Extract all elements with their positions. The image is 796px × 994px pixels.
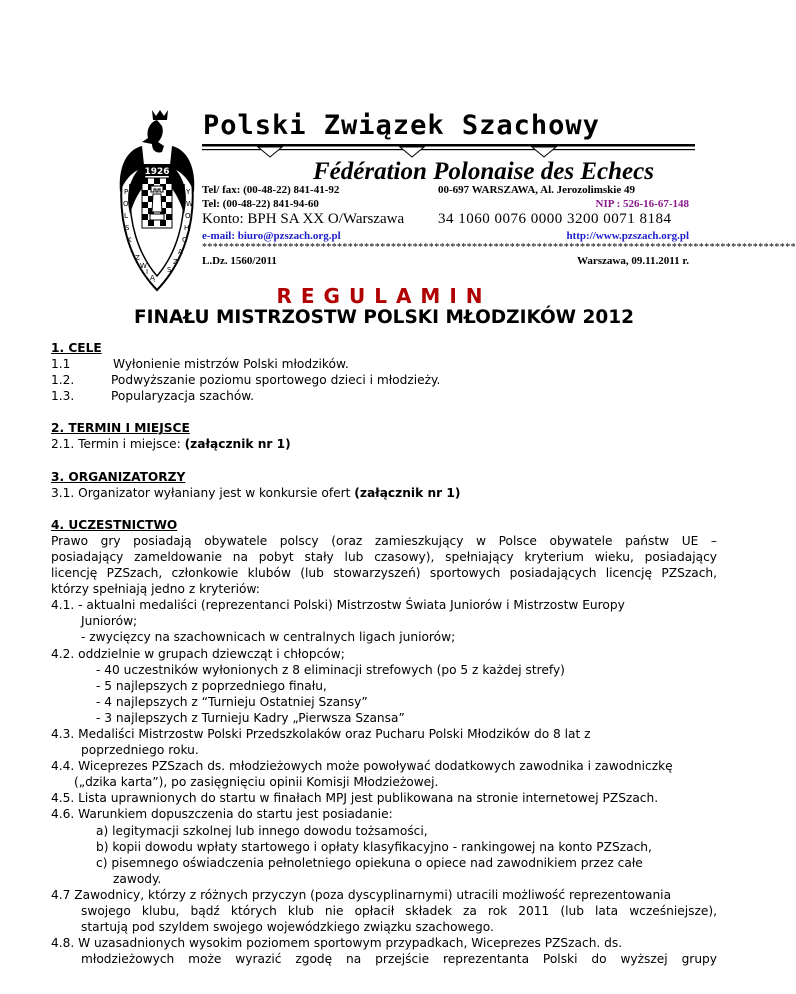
paragraph: 2.1. Termin i miejsce: (załącznik nr 1)	[51, 437, 291, 452]
clause-4-4: 4.4. Wiceprezes PZSzach ds. młodzieżowych może powoływać dodatkowych zawodnika i zawodniczkę	[51, 759, 673, 774]
clause-4-7: 4.7 Zawodnicy, którzy z różnych przyczyn (poza dyscyplinarnymi) utracili możliwość reprezentowania	[51, 887, 672, 902]
regulamin-title: REGULAMIN	[276, 284, 492, 308]
pzszach-logo	[112, 102, 202, 312]
list-item: 1.1 Wyłonienie mistrzów Polski młodzików.	[51, 357, 349, 372]
section-heading: 3. ORGANIZATORZY	[51, 469, 186, 484]
tel-text: Tel: (00-48-22) 841-94-60	[202, 198, 319, 210]
bank-account: 34 1060 0076 0000 3200 0071 8184	[438, 211, 672, 227]
address-text: 00-697 WARSZAWA, Al. Jerozolimskie 49	[438, 184, 635, 196]
clause-4-7-cont: swojego klubu, bądź których klub nie opłacił składek za rok 2011 (lub lata wcześniejsze),	[81, 904, 717, 918]
header-star-divider: **************************************************************************************************************	[202, 242, 796, 253]
ref-number: L.Dz. 1560/2011	[202, 255, 277, 267]
clause-4-3: 4.3. Medaliści Mistrzostw Polski Przedszkolaków oraz Pucharu Polski Młodzików do 8 lat z	[51, 726, 591, 741]
document-date: Warszawa, 09.11.2011 r.	[576, 255, 689, 267]
paragraph-line: którzy spełniają jedno z kryteriów:	[51, 582, 260, 597]
clause-4-5: 4.5. Lista uprawnionych do startu w finałach MPJ jest publikowana na stronie internetowej PZSzach.	[51, 791, 659, 806]
document-title: FINAŁU MISTRZOSTW POLSKI MŁODZIKÓW 2012	[133, 307, 635, 328]
clause-4-8-cont: młodzieżowych może wyrazić zgodę na przejście reprezentanta Polski do wyższej grupy	[81, 952, 717, 967]
svg-text:POLSKI ZWIĄ YWOHCA: P O L S K I ZWIĄ Y W O H C A Z S	[123, 188, 193, 282]
clause-4-7-cont: startują pod szyldem swojego wojewódzkiego związku szachowego.	[81, 920, 494, 935]
clause-4-2: 4.2. oddzielnie w grupach dziewcząt i chłopców;	[51, 646, 345, 661]
section-heading: 4. UCZESTNICTWO	[51, 517, 178, 532]
clause-4-1-cont: Juniorów;	[81, 614, 138, 629]
list-item-cont: zawody.	[113, 871, 162, 886]
list-item: c) pisemnego oświadczenia pełnoletniego opiekuna o opiece nad zawodnikiem przez całe	[96, 855, 643, 870]
list-item: b) kopii dowodu wpłaty startowego i opłaty klasyfikacyjno - rankingowej na konto PZSzach,	[96, 839, 652, 854]
org-subtitle: Fédération Polonaise des Echecs	[313, 158, 654, 185]
clause-4-6: 4.6. Warunkiem dopuszczenia do startu jest posiadanie:	[51, 807, 393, 822]
list-item: - 5 najlepszych z poprzedniego finału,	[96, 678, 327, 693]
bank-name: Konto: BPH SA XX O/Warszawa	[202, 211, 405, 227]
paragraph-line: posiadający zameldowanie na pobyt stały lub czasowy), spełniający kryterium wieku, posiadający	[51, 549, 717, 564]
document-body	[51, 340, 717, 967]
list-item: - 40 uczestników wyłonionych z 8 eliminacji strefowych (po 5 z każdej strefy)	[96, 662, 565, 677]
paragraph: 3.1. Organizator wyłaniany jest w konkursie ofert (załącznik nr 1)	[51, 485, 461, 500]
paragraph-line: Prawo gry posiadają obywatele polscy (oraz zamieszkujący w Polsce obywatele państw UE –	[51, 533, 717, 548]
telfax-text: Tel/ fax: (00-48-22) 841-41-92	[202, 184, 340, 196]
logo-year: 1926	[144, 167, 170, 177]
section-heading: 1. CELE	[51, 341, 102, 355]
nip-text: NIP : 526-16-67-148	[595, 198, 689, 210]
clause-4-4-cont: („dzika karta”), po zasięgnięciu opinii Komisji Młodzieżowej.	[74, 775, 439, 790]
list-item: - 4 najlepszych z “Turnieju Ostatniej Szansy”	[96, 694, 368, 709]
clause-4-1-item: - zwycięzcy na szachownicach w centralnych ligach juniorów;	[81, 630, 456, 645]
clause-4-3-cont: poprzedniego roku.	[81, 743, 199, 758]
list-item: a) legitymacji szkolnej lub innego dowodu tożsamości,	[96, 823, 428, 838]
list-item: 1.3. Popularyzacja szachów.	[51, 389, 255, 404]
clause-4-8: 4.8. W uzasadnionych wysokim poziomem sportowym przypadkach, Wiceprezes PZSzach. ds.	[51, 936, 623, 951]
list-item: 1.2. Podwyższanie poziomu sportowego dzieci i młodzieży.	[51, 373, 441, 388]
paragraph-line: licencję PZSzach, członkowie klubów (lub stowarzyszeń) sportowych posiadających licencję PZSzach,	[51, 566, 717, 581]
clause-4-1: 4.1. - aktualni medaliści (reprezentanci Polski) Mistrzostw Świata Juniorów i Mistrzostw Europy	[51, 598, 625, 613]
list-item: - 3 najlepszych z Turnieju Kadry „Pierwsza Szansa”	[96, 710, 405, 725]
website-link[interactable]: http://www.pzszach.org.pl	[566, 230, 689, 242]
section-heading: 2. TERMIN I MIEJSCE	[51, 421, 190, 436]
email-link[interactable]: e-mail: biuro@pzszach.org.pl	[202, 230, 341, 242]
org-title: Polski Związek Szachowy	[203, 110, 600, 141]
